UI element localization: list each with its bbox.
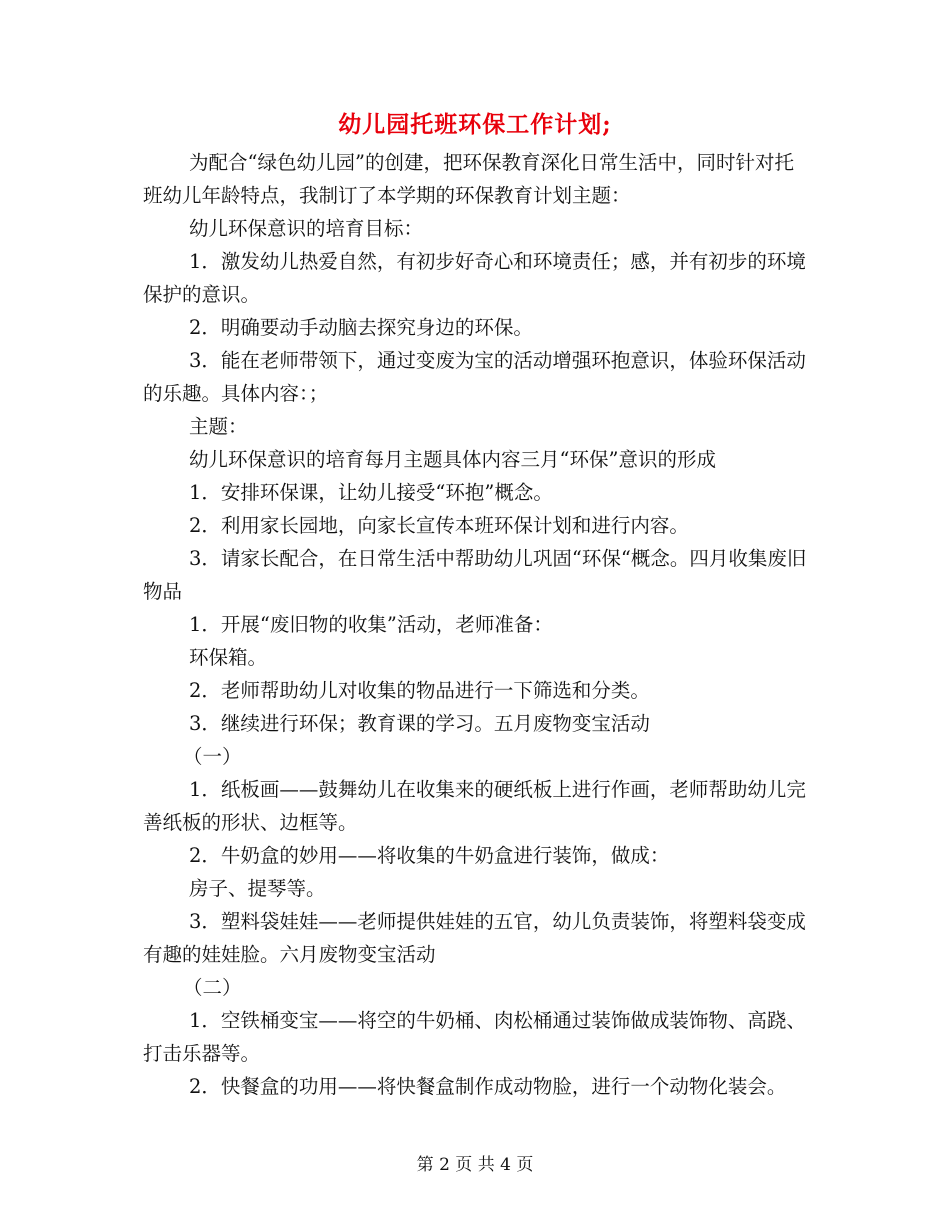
paragraph: 2．利用家长园地，向家长宣传本班环保计划和进行内容。 [189, 514, 689, 537]
paragraph: 房子、提琴等。 [189, 877, 326, 900]
paragraph: 3．塑料袋娃娃——老师提供娃娃的五官，幼儿负责装饰，将塑料袋变成有趣的娃娃脸。六月废物变宝活动 [143, 910, 806, 966]
paragraph: 1．纸板画——鼓舞幼儿在收集来的硬纸板上进行作画，老师帮助幼儿完善纸板的形状、边框等。 [143, 778, 806, 834]
paragraph: 幼儿环保意识的培育目标： [189, 217, 424, 240]
paragraph: 1．空铁桶变宝——将空的牛奶桶、肉松桶通过装饰做成装饰物、高跷、打击乐器等。 [143, 1009, 806, 1065]
section-marker: （二） [183, 976, 242, 999]
page-number-label: 第 2 页 共 4 页 [416, 1155, 534, 1175]
paragraph: 1．激发幼儿热爱自然，有初步好奇心和环境责任；感，并有初步的环境保护的意识。 [143, 250, 806, 306]
document-body [143, 146, 813, 1103]
paragraph: 1．开展“废旧物的收集”活动，老师准备： [189, 613, 553, 636]
paragraph: 环保箱。 [189, 646, 268, 669]
paragraph: 2．明确要动手动脑去探究身边的环保。 [189, 316, 533, 339]
paragraph: 3．能在老师带领下，通过变废为宝的活动增强环抱意识，体验环保活动的乐趣。具体内容：； [143, 349, 806, 405]
paragraph: 幼儿环保意识的培育每月主题具体内容三月“环保”意识的形成 [189, 448, 716, 471]
document-title: 幼儿园托班环保工作计划; [338, 111, 612, 138]
paragraph: 2．牛奶盒的妙用——将收集的牛奶盒进行装饰，做成： [189, 844, 670, 867]
paragraph: 主题： [189, 415, 248, 438]
paragraph: 为配合“绿色幼儿园”的创建，把环保教育深化日常生活中，同时针对托班幼儿年龄特点，我制订了本学期的环保教育计划主题： [143, 151, 794, 207]
paragraph: 3．继续进行环保；教育课的学习。五月废物变宝活动 [189, 712, 650, 735]
paragraph: 2．老师帮助幼儿对收集的物品进行一下筛选和分类。 [189, 679, 650, 702]
page-footer [0, 1153, 950, 1177]
paragraph: 2．快餐盒的功用——将快餐盒制作成动物脸，进行一个动物化装会。 [189, 1075, 787, 1098]
paragraph: 1．安排环保课，让幼儿接受“环抱”概念。 [189, 481, 553, 504]
paragraph: 3．请家长配合，在日常生活中帮助幼儿巩固“环保“概念。四月收集废旧物品 [143, 547, 807, 603]
section-marker: （一） [183, 745, 242, 768]
